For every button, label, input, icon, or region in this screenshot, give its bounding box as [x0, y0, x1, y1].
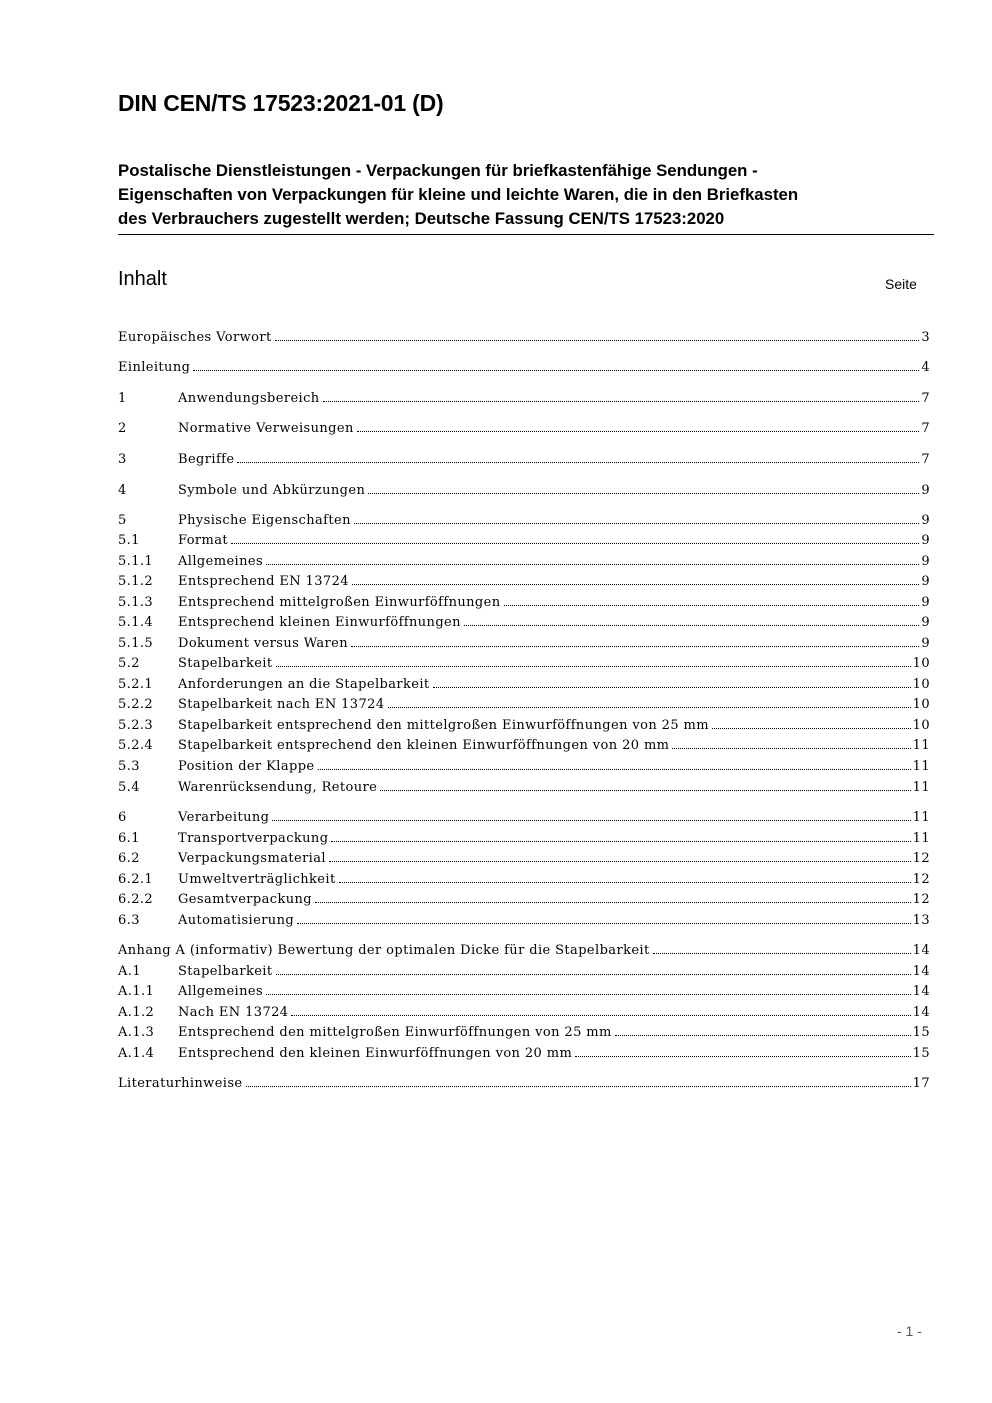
toc-entry[interactable]: [118, 549, 930, 569]
toc-dot-leader: [237, 462, 919, 463]
toc-entry-number: 5.2.2: [118, 697, 154, 712]
toc-entry-page: 17: [912, 1076, 930, 1091]
toc-dot-leader: [653, 953, 911, 954]
toc-entry-title: Anhang A (informativ) Bewertung der optimalen Dicke für die Stapelbarkeit: [118, 943, 650, 958]
toc-entry-title: Literaturhinweise: [118, 1076, 243, 1091]
toc-entry-page: 10: [912, 677, 930, 692]
toc-entry[interactable]: [118, 416, 930, 436]
toc-entry[interactable]: [118, 478, 930, 498]
toc-entry-title: Dokument versus Waren: [178, 636, 349, 651]
toc-entry-title: Entsprechend kleinen Einwurföffnungen: [178, 615, 461, 630]
toc-entry-title: Physische Eigenschaften: [178, 513, 351, 528]
toc-dot-leader: [272, 820, 910, 821]
toc-entry[interactable]: [118, 569, 930, 589]
toc-entry-title: Verpackungsmaterial: [178, 851, 326, 866]
toc-entry-number: 5.3: [118, 759, 140, 774]
toc-entry-page: 3: [921, 330, 930, 345]
toc-entry-title: Umweltverträglichkeit: [178, 872, 336, 887]
toc-dot-leader: [275, 340, 920, 341]
toc-entry-page: 14: [912, 943, 930, 958]
toc-entry[interactable]: [118, 713, 930, 733]
toc-entry-page: 9: [921, 483, 930, 498]
toc-entry-title: Normative Verweisungen: [178, 421, 354, 436]
toc-entry-number: 5.2.4: [118, 738, 154, 753]
toc-entry-title: Gesamtverpackung: [178, 892, 313, 907]
toc-entry-title: Stapelbarkeit: [178, 964, 273, 979]
toc-entry-number: 3: [118, 452, 127, 467]
toc-entry-title: Anwendungsbereich: [178, 391, 320, 406]
toc-dot-leader: [315, 902, 911, 903]
toc-entry-title: Entsprechend den kleinen Einwurföffnungen von 20 mm: [178, 1046, 573, 1061]
toc-dot-leader: [329, 861, 911, 862]
toc-dot-leader: [354, 523, 919, 524]
toc-dot-leader: [712, 728, 911, 729]
toc-entry-number: 6.2: [118, 851, 140, 866]
toc-entry-page: 10: [912, 656, 930, 671]
toc-entry-number: 6.2.1: [118, 872, 154, 887]
toc-dot-leader: [615, 1035, 911, 1036]
toc-entry[interactable]: [118, 1071, 930, 1091]
toc-entry-title: Automatisierung: [178, 913, 295, 928]
toc-entry[interactable]: [118, 938, 930, 958]
toc-entry-page: 12: [912, 892, 930, 907]
page-column-label: Seite: [885, 276, 917, 292]
toc-entry-title: Allgemeines: [178, 984, 264, 999]
toc-dot-leader: [464, 625, 919, 626]
document-title: DIN CEN/TS 17523:2021-01 (D): [118, 90, 444, 116]
toc-entry[interactable]: [118, 528, 930, 548]
toc-entry[interactable]: [118, 867, 930, 887]
toc-entry[interactable]: [118, 590, 930, 610]
toc-entry[interactable]: [118, 979, 930, 999]
toc-dot-leader: [193, 370, 919, 371]
toc-entry-title: Symbole und Abkürzungen: [178, 483, 366, 498]
toc-dot-leader: [266, 994, 911, 995]
toc-entry-page: 7: [921, 452, 930, 467]
toc-entry[interactable]: [118, 733, 930, 753]
toc-entry-page: 10: [912, 718, 930, 733]
toc-dot-leader: [380, 790, 910, 791]
subtitle-line: Postalische Dienstleistungen - Verpackungen für briefkastenfähige Sendungen -: [118, 161, 758, 180]
toc-dot-leader: [672, 748, 910, 749]
toc-entry-number: 5.4: [118, 780, 140, 795]
toc-entry-page: 11: [912, 759, 930, 774]
toc-entry-page: 7: [921, 391, 930, 406]
toc-entry[interactable]: [118, 692, 930, 712]
toc-entry-number: 5.2: [118, 656, 140, 671]
toc-entry-page: 13: [912, 913, 930, 928]
toc-entry-number: 5.1.1: [118, 554, 154, 569]
subtitle-line: des Verbrauchers zugestellt werden; Deutsche Fassung CEN/TS 17523:2020: [118, 209, 725, 228]
toc-entry-number: A.1: [118, 964, 141, 979]
toc-dot-leader: [331, 841, 910, 842]
toc-entry-page: 15: [912, 1046, 930, 1061]
toc-entry-title: Europäisches Vorwort: [118, 330, 272, 345]
toc-dot-leader: [352, 584, 919, 585]
toc-entry-title: Format: [178, 533, 229, 548]
toc-entry-page: 9: [921, 595, 930, 610]
toc-dot-leader: [276, 666, 911, 667]
toc-entry-number: 5.2.3: [118, 718, 154, 733]
toc-entry-number: 2: [118, 421, 127, 436]
toc-entry[interactable]: [118, 447, 930, 467]
toc-dot-leader: [388, 707, 911, 708]
toc-entry-title: Transportverpackung: [178, 831, 329, 846]
toc-dot-leader: [351, 646, 919, 647]
toc-entry[interactable]: [118, 355, 930, 375]
toc-entry-page: 9: [921, 533, 930, 548]
toc-entry[interactable]: [118, 386, 930, 406]
toc-entry-number: 6.2.2: [118, 892, 154, 907]
toc-entry-page: 9: [921, 513, 930, 528]
toc-dot-leader: [433, 687, 911, 688]
toc-dot-leader: [323, 401, 920, 402]
toc-entry[interactable]: [118, 631, 930, 651]
toc-entry-title: Warenrücksendung, Retoure: [178, 780, 378, 795]
toc-entry-number: 6.1: [118, 831, 140, 846]
toc-dot-leader: [291, 1015, 910, 1016]
toc-entry-title: Entsprechend EN 13724: [178, 574, 349, 589]
toc-entry-title: Entsprechend den mittelgroßen Einwurföffnungen von 25 mm: [178, 1025, 612, 1040]
toc-entry-number: A.1.4: [118, 1046, 155, 1061]
toc-entry[interactable]: [118, 805, 930, 825]
toc-entry-title: Begriffe: [178, 452, 235, 467]
toc-entry[interactable]: [118, 754, 930, 774]
toc-entry[interactable]: [118, 1020, 930, 1040]
toc-entry[interactable]: [118, 908, 930, 928]
toc-entry-page: 11: [912, 831, 930, 846]
document-subtitle: [118, 159, 934, 235]
toc-dot-leader: [266, 564, 919, 565]
toc-entry-title: Stapelbarkeit entsprechend den kleinen Einwurföffnungen von 20 mm: [178, 738, 670, 753]
toc-entry-number: 5: [118, 513, 127, 528]
subtitle-line: Eigenschaften von Verpackungen für kleine und leichte Waren, die in den Briefkasten: [118, 185, 799, 204]
toc-entry[interactable]: [118, 508, 930, 528]
toc-entry-page: 7: [921, 421, 930, 436]
toc-dot-leader: [368, 493, 919, 494]
toc-entry-page: 9: [921, 615, 930, 630]
toc-entry-page: 10: [912, 697, 930, 712]
toc-entry-page: 14: [912, 984, 930, 999]
toc-entry-number: 5.1.2: [118, 574, 154, 589]
toc-entry-title: Anforderungen an die Stapelbarkeit: [178, 677, 430, 692]
toc-entry-title: Nach EN 13724: [178, 1005, 289, 1020]
toc-dot-leader: [339, 882, 911, 883]
toc-dot-leader: [318, 769, 911, 770]
toc-heading: Inhalt: [118, 268, 167, 290]
toc-entry-title: Stapelbarkeit: [178, 656, 273, 671]
toc-dot-leader: [297, 923, 911, 924]
toc-entry-title: Entsprechend mittelgroßen Einwurföffnungen: [178, 595, 501, 610]
toc-dot-leader: [575, 1056, 910, 1057]
toc-entry[interactable]: [118, 826, 930, 846]
toc-entry-page: 14: [912, 1005, 930, 1020]
toc-dot-leader: [504, 605, 920, 606]
toc-entry-title: Position der Klappe: [178, 759, 315, 774]
toc-entry-page: 14: [912, 964, 930, 979]
toc-entry-page: 12: [912, 851, 930, 866]
toc-entry-number: 1: [118, 391, 127, 406]
toc-entry-page: 9: [921, 554, 930, 569]
toc-entry-page: 11: [912, 780, 930, 795]
toc-entry[interactable]: [118, 672, 930, 692]
toc-entry[interactable]: [118, 959, 930, 979]
toc-entry-title: Einleitung: [118, 360, 191, 375]
toc-entry-title: Verarbeitung: [178, 810, 270, 825]
toc-entry-number: 5.1.4: [118, 615, 154, 630]
toc-entry[interactable]: [118, 610, 930, 630]
toc-entry-number: A.1.3: [118, 1025, 155, 1040]
toc-entry-number: 4: [118, 483, 127, 498]
toc-entry-number: 5.2.1: [118, 677, 154, 692]
toc-entry-title: Allgemeines: [178, 554, 264, 569]
toc-entry-number: 5.1.3: [118, 595, 154, 610]
toc-entry[interactable]: [118, 1041, 930, 1061]
toc-entry-title: Stapelbarkeit entsprechend den mittelgroßen Einwurföffnungen von 25 mm: [178, 718, 709, 733]
toc-entry-number: A.1.1: [118, 984, 155, 999]
toc-entry[interactable]: [118, 1000, 930, 1020]
toc-dot-leader: [246, 1086, 911, 1087]
toc-entry[interactable]: [118, 325, 930, 345]
toc-entry-page: 4: [921, 360, 930, 375]
toc-entry-number: 6.3: [118, 913, 140, 928]
toc-entry-page: 12: [912, 872, 930, 887]
toc-entry[interactable]: [118, 887, 930, 907]
toc-entry[interactable]: [118, 651, 930, 671]
page-number: - 1 -: [897, 1323, 922, 1339]
toc-entry-title: Stapelbarkeit nach EN 13724: [178, 697, 385, 712]
toc-entry-page: 9: [921, 574, 930, 589]
toc-entry-number: 6: [118, 810, 127, 825]
toc-entry[interactable]: [118, 775, 930, 795]
toc-entry-number: 5.1.5: [118, 636, 154, 651]
toc-entry-page: 11: [912, 738, 930, 753]
toc-dot-leader: [276, 974, 911, 975]
toc-entry-number: 5.1: [118, 533, 140, 548]
toc-dot-leader: [357, 431, 920, 432]
toc-dot-leader: [231, 543, 919, 544]
toc-entry[interactable]: [118, 846, 930, 866]
toc-entry-page: 9: [921, 636, 930, 651]
toc-entry-page: 15: [912, 1025, 930, 1040]
toc-entry-number: A.1.2: [118, 1005, 155, 1020]
toc-entry-page: 11: [912, 810, 930, 825]
